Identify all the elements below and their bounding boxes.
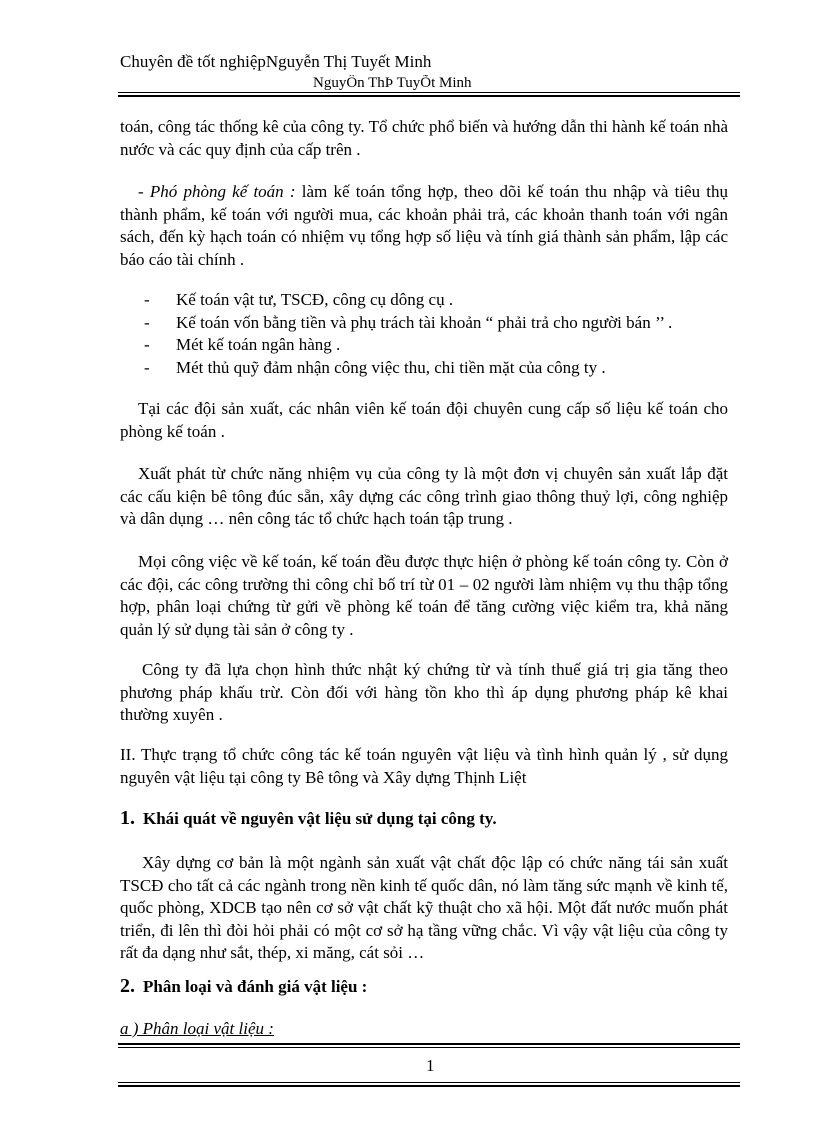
list-item xyxy=(120,289,740,312)
heading-1 xyxy=(120,807,497,830)
paragraph-deputy-head xyxy=(120,181,728,271)
staff-list xyxy=(120,289,740,379)
heading-2-number: 2. xyxy=(120,975,135,997)
paragraph-8: Xây dựng cơ bản là một ngành sản xuất vật chất độc lập có chức năng tái sản xuất TSCĐ cho tất cả các ngành trong nền kinh tế quốc dân, nó làm tăng sức mạnh về kinh tế, quốc phòng, XDCB tạo nên cơ sở vật chất kỹ thuật cho xã hội. Một đất nước muốn phát triển, đi lên thì đòi hỏi phải có một cơ sở hạ tầng vững chắc. Vì vậy vật liệu của công ty rất đa dạng như sắt, thép, xi măng, cát sỏi … xyxy=(120,853,728,962)
heading-2 xyxy=(120,975,367,998)
list-bullet: - xyxy=(144,335,150,354)
section-ii-title: II. Thực trạng tổ chức công tác kế toán nguyên vật liệu và tình hình quản lý , sử dụng nguyên vật liệu tại công ty Bê tông và Xây dựng Thịnh Liệt xyxy=(120,745,728,787)
list-item-text: Kế toán vốn bằng tiền và phụ trách tài khoản “ phải trả cho người bán ’’ . xyxy=(176,312,673,332)
footer-rule-thick xyxy=(118,1043,740,1045)
heading-1-text: Khái quát về nguyên vật liệu sử dụng tại công ty. xyxy=(143,809,497,828)
page-number: 1 xyxy=(426,1056,435,1075)
heading-2-text: Phân loại và đánh giá vật liệu : xyxy=(143,977,368,996)
list-item-text: Mét kế toán ngân hàng . xyxy=(176,335,341,354)
subheading-a: a ) Phân loại vật liệu : xyxy=(120,1019,274,1038)
deputy-head-text: làm kế toán tổng hợp, theo dõi kế toán thu nhập và tiêu thụ thành phẩm, kế toán với người mua, các khoản phải trả, các khoản thanh toán với ngân sách, đến kỳ hạch toán có nhiệm vụ tổng hợp số liệu và tính giá thành sản phẩm, lập các báo cáo tài chính . xyxy=(120,182,728,269)
paragraph-5: Mọi công việc về kế toán, kế toán đều được thực hiện ở phòng kế toán công ty. Còn ở các đội, các công trường thi công chỉ bố trí từ 01 – 02 người làm nhiệm vụ thu thập tổng hợp, phân loại chứng từ gửi về phòng kế toán để tăng cường việc kiểm tra, khả năng quản lý sử dụng tài sản ở công ty . xyxy=(120,552,728,639)
list-item xyxy=(120,312,740,335)
list-item-text: Kế toán vật tư, TSCĐ, công cụ dông cụ . xyxy=(176,290,454,309)
paragraph-1: toán, công tác thống kê của công ty. Tổ chức phổ biến và hướng dẫn thi hành kế toán nhà nước và các quy định của cấp trên . xyxy=(120,117,728,159)
list-item-text: Mét thủ quỹ đảm nhận công việc thu, chi tiền mặt của công ty . xyxy=(176,357,606,377)
list-bullet: - xyxy=(144,290,150,309)
paragraph-4: Xuất phát từ chức năng nhiệm vụ của công ty là một đơn vị chuyên sản xuất lắp đặt các cấu kiện bê tông đúc sẵn, xây dựng các công trình giao thông thuỷ lợi, công nghiệp và dân dụng … nên công tác tổ chức hạch toán tập trung . xyxy=(120,464,728,528)
list-item xyxy=(120,357,740,380)
footer-rule-thin-lower xyxy=(118,1082,740,1083)
heading-1-number: 1. xyxy=(120,807,135,829)
header-rule-thick xyxy=(118,95,740,97)
paragraph-6: Công ty đã lựa chọn hình thức nhật ký chứng từ và tính thuế giá trị gia tăng theo phương pháp khấu trừ. Còn đối với hàng tồn kho thì áp dụng phương pháp kê khai thường xuyên . xyxy=(120,660,728,724)
header-title: Chuyên đề tốt nghiệpNguyễn Thị Tuyết Minh xyxy=(120,52,432,71)
header-subtitle: NguyÔn ThÞ TuyÕt Minh xyxy=(313,75,472,90)
header-rule-thin xyxy=(118,92,740,93)
paragraph-3: Tại các đội sản xuất, các nhân viên kế toán đội chuyên cung cấp số liệu kế toán cho phòng kế toán . xyxy=(120,399,728,441)
list-bullet: - xyxy=(144,312,150,332)
list-bullet: - xyxy=(144,357,150,377)
footer-rule-thick-lower xyxy=(118,1085,740,1087)
list-item xyxy=(120,334,740,357)
footer-rule-thin xyxy=(118,1047,740,1048)
deputy-head-label: - Phó phòng kế toán : xyxy=(138,182,296,201)
